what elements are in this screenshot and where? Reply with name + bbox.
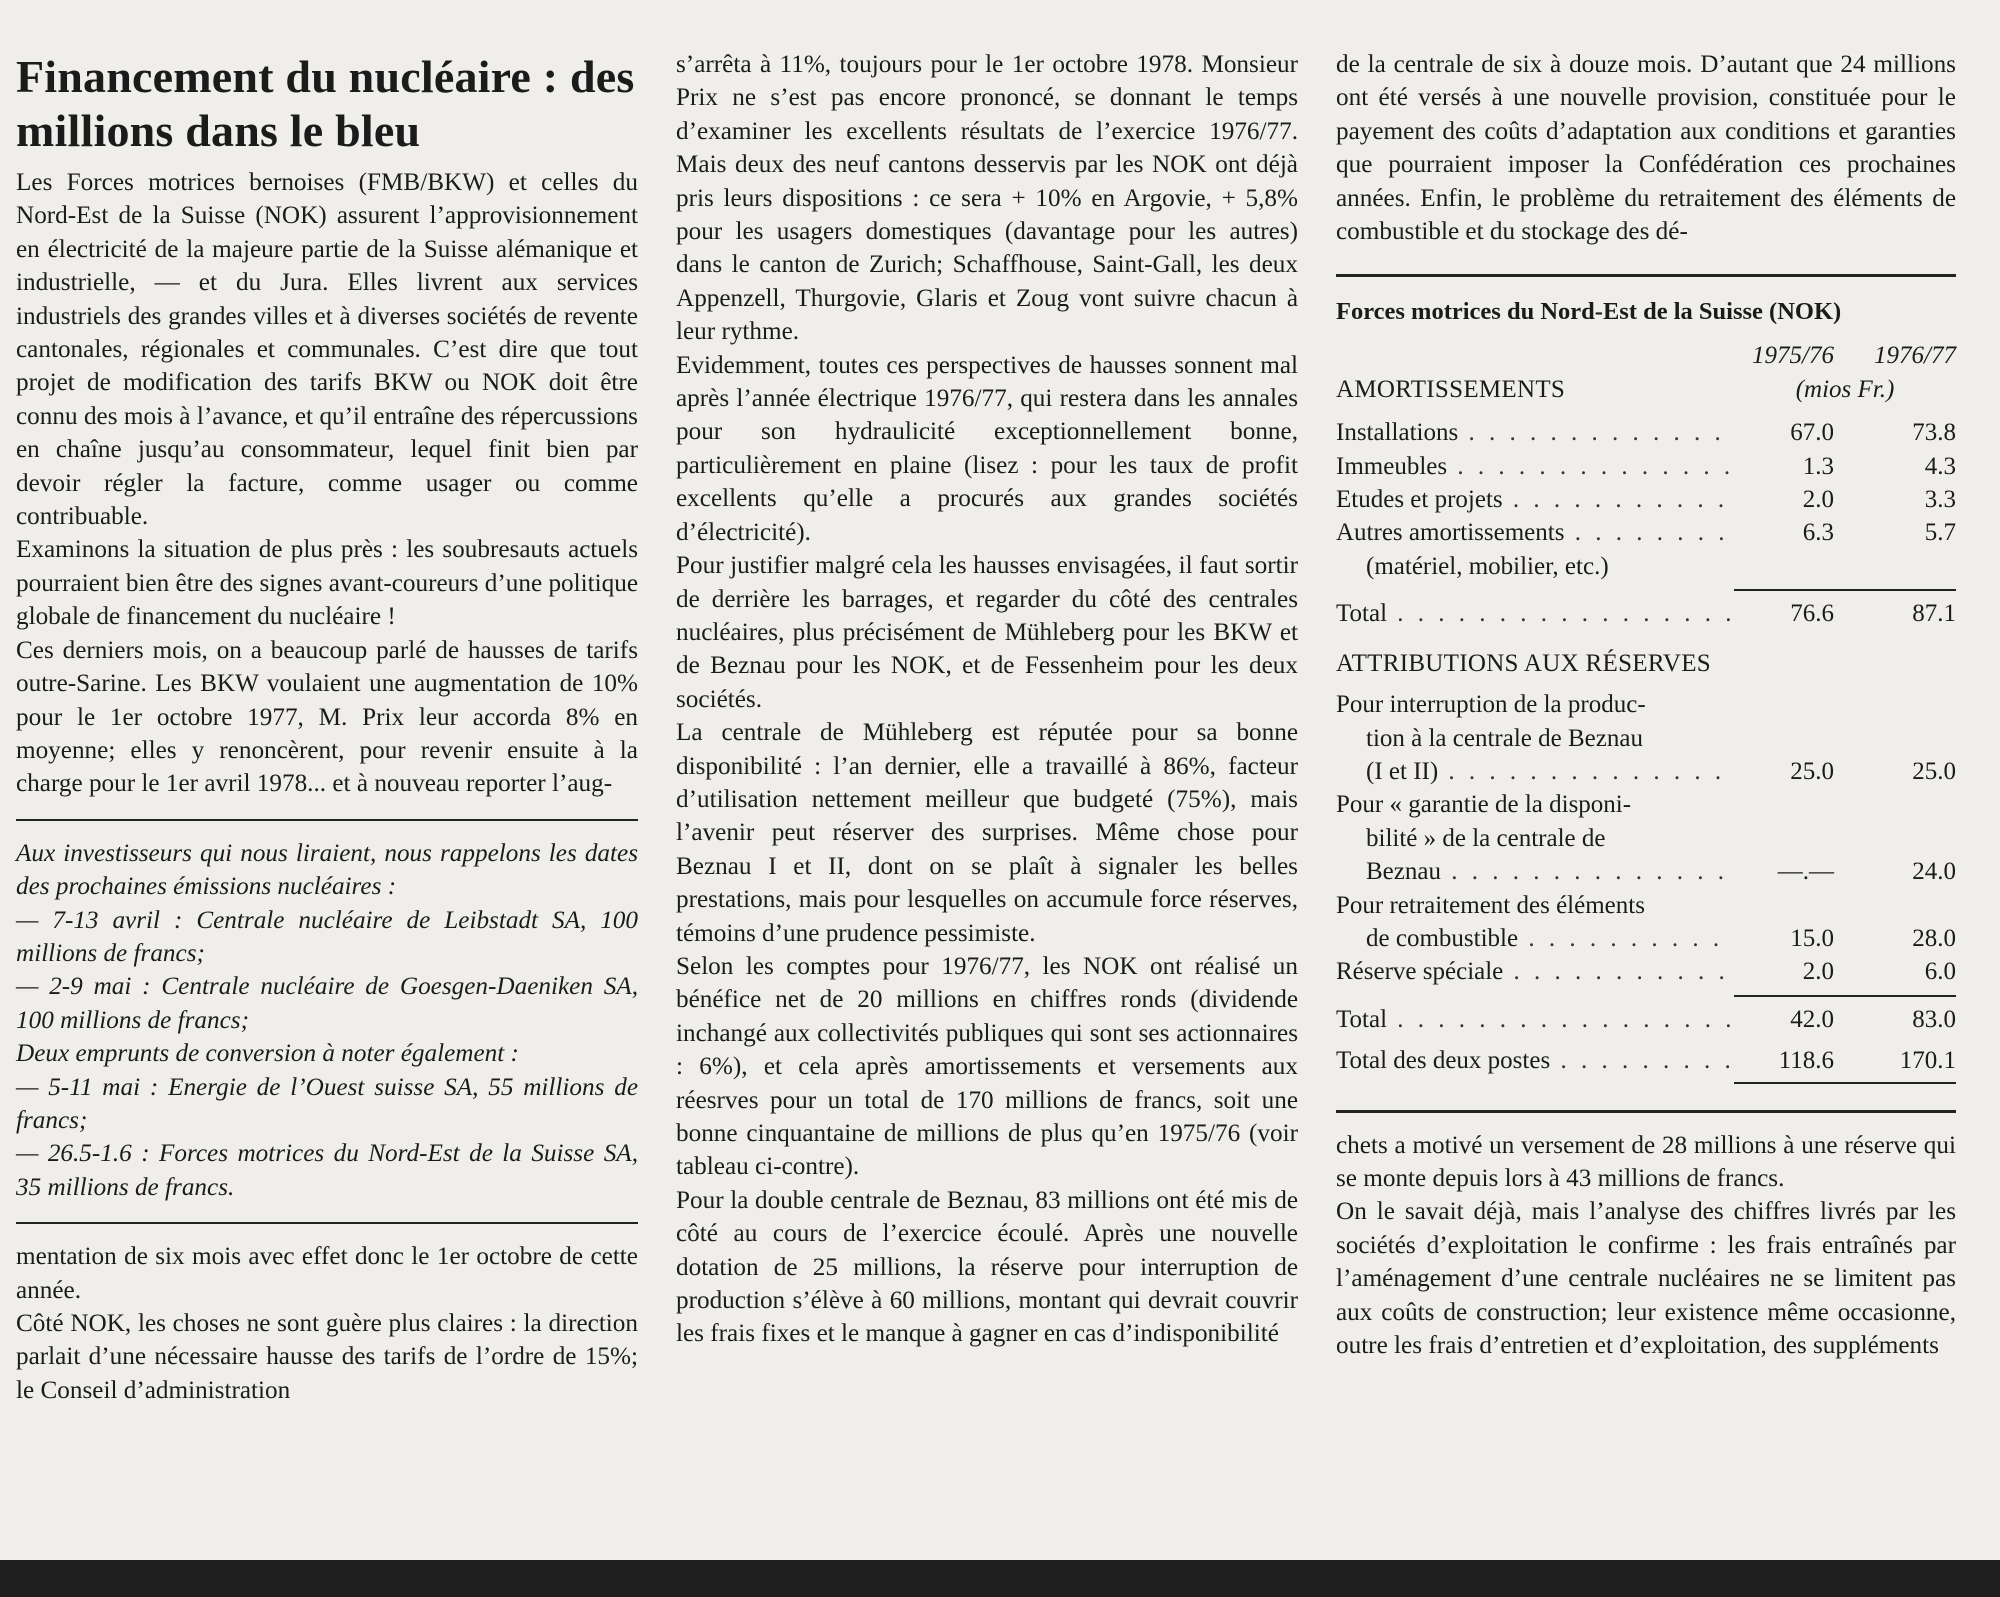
paragraph: Examinons la situation de plus près : les soubresauts actuels pourraient bien être des signes avant-coureurs d’une politique globale de financement du nucléaire ! [16,536,638,631]
nok-table [1336,295,1956,1083]
col-header-1976: 1976/77 [1874,342,1956,370]
table-header [1336,339,1956,372]
sum-rule [1734,589,1956,591]
investor-box [16,837,638,1204]
table-row: Etudes et projets . . . 2.0 3.3 [1336,483,1956,516]
table-row: Pour retraitement des éléments de combustible . . . 15.0 28.0 [1336,889,1956,956]
table-row-total: Total . . . 76.6 87.1 [1336,597,1956,630]
table-row: Pour interruption de la produc- tion à la centrale de Beznau (I et II) . . . 25.0 25.0 [1336,688,1956,788]
table-row: Pour « garantie de la disponi- bilité » de la centrale de Beznau . . . —.— 24.0 [1336,788,1956,888]
paragraph: Côté NOK, les choses ne sont guère plus claires : la direction parlait d’une nécessaire hausse des tarifs de l’ordre de 15%; le Conseil d’administration [16,1310,638,1404]
col-header-1975: 1975/76 [1752,342,1834,370]
box-line: — 2-9 mai : Centrale nucléaire de Goesgen-Daeniken SA, 100 millions de francs; [16,973,638,1034]
unit-label: (mios Fr.) [1795,375,1895,403]
box-line: — 26.5-1.6 : Forces motrices du Nord-Est de la Suisse SA, 35 millions de francs. [16,1140,638,1201]
paragraph: Pour la double centrale de Beznau, 83 millions ont été mis de côté au cours de l’exercice écoulé. Après une nouvelle dotation de 25 millions, la réserve pour interruption de production s’élève à 60 millions, montant qui devrait couvrir les frais fixes et le manque à gagner en cas d’indisponibilité [676,1186,1298,1348]
page-bottom-edge [0,1560,2000,1597]
paragraph: Les Forces motrices bernoises (FMB/BKW) et celles du Nord-Est de la Suisse (NOK) assurent l’approvisionnement en électricité de la majeure partie de la Suisse alémanique et industrielle, — et du Jura. Elles livrent aux services industriels des grandes villes et à diverses sociétés de revente cantonales, régionales et communales. C’est dire que tout projet de modification des tarifs BKW ou NOK doit être connu des mois à l’avance, et qu’il entraîne des répercussions en chaîne jusqu’au consommateur, lequel finit bien par devoir régler la facture, comme usager ou comme contribuable. [16,169,638,531]
table-row-grand-total: Total des deux postes . . . 118.6 170.1 [1336,1044,1956,1077]
sum-rule [1734,995,1956,997]
table-row-total: Total . . . 42.0 83.0 [1336,1003,1956,1036]
table-row-note: (matériel, mobilier, etc.) [1366,552,1609,580]
paragraph: Ces derniers mois, on a beaucoup parlé de hausses de tarifs outre-Sarine. Les BKW voulaient une augmentation de 10% pour le 1er octobre 1977, M. Prix leur accorda 8% en moyenne; elles y renoncèrent, pour revenir ensuite à la charge pour le 1er avril 1978... et à nouveau reporter l’aug- [16,636,638,798]
paragraph: de la centrale de six à douze mois. D’autant que 24 millions ont été versés à une nouvelle provision, constituée pour le payement des coûts d’adaptation aux conditions et garanties que pourraient imposer la Confédération ces prochaines années. Enfin, le problème du retraitement des éléments de combustible et du stockage des dé- [1336,51,1956,246]
column-1 [16,50,638,1407]
table-row: Installations . . . 67.0 73.8 [1336,416,1956,449]
box-line: Aux investisseurs qui nous liraient, nous rappelons les dates des prochaines émissions nucléaires : [16,839,638,901]
paragraph: La centrale de Mühleberg est réputée pour sa bonne disponibilité : l’an dernier, elle a travaillé à 86%, facteur d’utilisation nettement meilleur que budgeté (75%), mais l’avenir peut réserver des surprises. Même chose pour Beznau I et II, dont on se plaît à signaler les belles prestations, mais pour lesquelles on accumule force réserves, témoins d’une prudence pessimiste. [676,719,1298,947]
sum-rule [1734,1082,1956,1084]
table-row: Réserve spéciale . . . 2.0 6.0 [1336,955,1956,988]
section-amortissements: AMORTISSEMENTS [1336,375,1566,403]
headline: Financement du nucléaire : des millions dans le bleu [16,51,635,156]
divider [16,819,638,821]
box-line: Deux emprunts de conversion à noter également : [16,1040,519,1068]
paragraph: Pour justifier malgré cela les hausses envisagées, il faut sortir de derrière les barrages, et regarder du côté des centrales nucléaires, plus précisément de Mühleberg pour les BKW et de Beznau pour les NOK, et de Fessenheim pour les deux sociétés. [676,552,1298,713]
section-reserves: ATTRIBUTIONS AUX RÉSERVES [1336,649,1711,677]
paragraph: Selon les comptes pour 1976/77, les NOK ont réalisé un bénéfice net de 20 millions en chiffres ronds (dividende inchangé aux collectivités publiques qui sont ses actionnaires : 6%), et cela après amortissements et versements aux réesrves pour un total de 170 millions de francs, soit une bonne cinquantaine de millions de plus qu’en 1975/76 (voir tableau ci-contre). [676,952,1298,1181]
paragraph: s’arrêta à 11%, toujours pour le 1er octobre 1978. Monsieur Prix ne s’est pas encore prononcé, se donnant le temps d’examiner les excellents résultats de l’exercice 1976/77. Mais deux des neuf cantons desservis par les NOK ont déjà pris leurs dispositions : ce sera + 10% en Argovie, + 5,8% pour les usagers domestiques (davantage pour les autres) dans le canton de Zurich; Schaffhouse, Saint-Gall, les deux Appenzell, Thurgovie, Glaris et Zoug vont suivre chacun à leur rythme. [676,51,1298,346]
table-row: Immeubles . . . 1.3 4.3 [1336,450,1956,483]
table-row: Autres amortissements . . . 6.3 5.7 [1336,516,1956,549]
divider [1336,1110,1956,1113]
column-3 [1336,48,1956,1362]
table-title: Forces motrices du Nord-Est de la Suisse (NOK) [1336,298,1842,326]
divider [1336,274,1956,277]
paragraph: mentation de six mois avec effet donc le 1er octobre de cette année. [16,1243,638,1304]
paragraph: On le savait déjà, mais l’analyse des chiffres livrés par les sociétés d’exploitation le confirme : les frais entraînés par l’aménagement d’une centrale nucléaires ne se limitent pas aux coûts de construction; leur existence même occasionne, outre les frais d’entretien et d’exploitation, des suppléments [1336,1198,1956,1359]
column-2 [676,48,1298,1351]
box-line: — 7-13 avril : Centrale nucléaire de Leibstadt SA, 100 millions de francs; [16,906,638,967]
paragraph: chets a motivé un versement de 28 millions à une réserve qui se monte depuis lors à 43 millions de francs. [1336,1131,1956,1192]
box-line: — 5-11 mai : Energie de l’Ouest suisse SA, 55 millions de francs; [16,1073,638,1134]
paragraph: Evidemment, toutes ces perspectives de hausses sonnent mal après l’année électrique 1976/77, qui restera dans les annales pour son hydraulicité exceptionnellement bonne, particulièrement en plaine (lisez : pour les taux de profit excellents qu’elle a procurés aux grandes sociétés d’électricité). [676,351,1298,546]
divider [16,1222,638,1224]
